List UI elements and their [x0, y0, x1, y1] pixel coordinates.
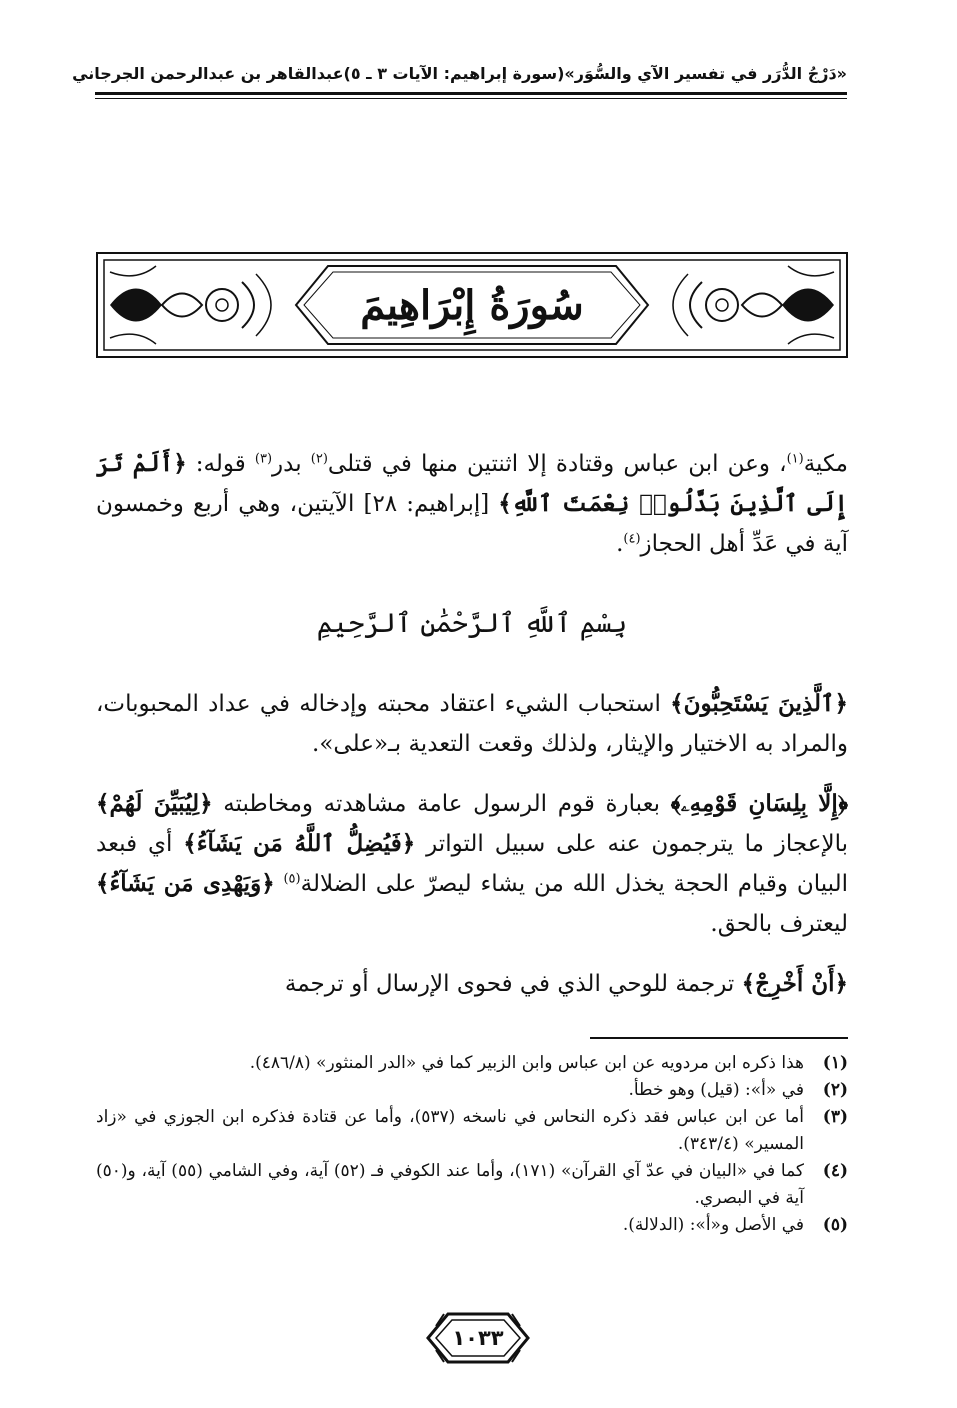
- text-run: .: [616, 531, 624, 557]
- footnote: [96, 1158, 848, 1212]
- text-run: [إبراهيم: ٢٨] الآيتين، وهي أربع وخمسون آية في عَدِّ أهل الحجاز: [96, 491, 848, 557]
- footnote-number: (٣): [822, 1107, 848, 1127]
- quran-quote: ﴿وَيَهْدِى مَن يَشَآءُ﴾: [96, 870, 275, 897]
- header-book-title: «دَرْجُ الدُّرَر في تفسير الآي والسُّوَر»: [564, 63, 847, 83]
- commentary-paragraph: [96, 964, 848, 1004]
- text-run: قوله:: [186, 451, 255, 477]
- footnote-number: (٢): [822, 1080, 848, 1100]
- header-author: عبدالقاهر بن عبدالرحمن الجرجاني: [72, 63, 344, 83]
- footnote: [96, 1104, 848, 1158]
- footnote-number: (١): [822, 1053, 848, 1073]
- surah-title: سُورَةُ إِبْرَاهِيمَ: [360, 281, 584, 329]
- quran-quote: ﴿لِيُبَيِّنَ لَهُمْ﴾: [96, 790, 213, 817]
- footnote: [96, 1050, 848, 1077]
- intro-paragraph: [96, 444, 848, 564]
- text-run: بدر: [272, 451, 311, 477]
- quran-quote: ﴿أَلَمْ تَرَ إِلَى ٱلَّذِينَ بَدَّلُوا۟ نِعْمَتَ ٱللَّهِ﴾: [96, 450, 848, 517]
- header-rule-thick: [95, 92, 847, 95]
- footnote: [96, 1212, 848, 1239]
- text-run: مكية: [803, 451, 848, 477]
- footnote-text: في الأصل و«أ»: (الدلالة).: [622, 1215, 804, 1235]
- running-header: [72, 58, 847, 88]
- text-run: ليعترف بالحق.: [710, 911, 848, 937]
- footnote-ref: (٥): [283, 871, 301, 887]
- text-run: بعبارة قوم الرسول عامة مشاهدته ومخاطبته: [212, 791, 671, 817]
- page-number: ١٠٣٣: [452, 1326, 504, 1350]
- footnote-text: في «أ»: (قيل) وهو خطأ.: [628, 1080, 804, 1100]
- footnote-text: أما عن ابن عباس فقد ذكره النحاس في ناسخه (٥٣٧)، وأما عن قتادة فذكره ابن الجوزي في «زاد المسير» (٣٤٣/٤).: [96, 1107, 804, 1154]
- header-rule-thin: [95, 98, 847, 99]
- text-run: بالإعجاز ما يترجمون عنه على سبيل التواتر: [415, 831, 849, 857]
- footnote-separator: [590, 1037, 848, 1039]
- footnote-ref: (٤): [623, 531, 641, 547]
- footnotes: [96, 1050, 848, 1239]
- footnote-number: (٤): [822, 1161, 848, 1181]
- commentary-paragraph: [96, 784, 848, 944]
- page-number-ornament: [424, 1310, 532, 1366]
- footnote-ref: (١): [786, 451, 804, 467]
- footnote-ref: (٢): [310, 451, 328, 467]
- footnote-text: هذا ذكره ابن مردويه عن ابن عباس وابن الزبير كما في «الدر المنثور» (٤٨٦/٨).: [249, 1053, 804, 1073]
- quran-quote: ﴿إِلَّا بِلِسَانِ قَوْمِهِۦ﴾: [670, 790, 849, 817]
- quran-quote: ﴿أَنْ أَخْرِجْ﴾: [741, 970, 848, 997]
- commentary-paragraph: [96, 684, 848, 764]
- basmala: بِسْمِ ٱللَّهِ ٱلرَّحْمَٰنِ ٱلرَّحِيمِ: [316, 608, 628, 639]
- text-run: استحباب الشيء اعتقاد محبته وإدخاله في عداد المحبوبات، والمراد به الاختيار والإيثار، ولذلك وقعت التعدية بـ«على».: [96, 691, 848, 757]
- footnote-text: كما في «البيان في عدّ آي القرآن» (١٧١)، وأما عند الكوفي فـ (٥٢) آية، وفي الشامي (٥٥) آية، و(٥٠) آية في البصري.: [96, 1161, 804, 1208]
- surah-banner: [96, 252, 848, 358]
- footnote-ref: (٣): [254, 451, 273, 467]
- text-run: ترجمة للوحي الذي في فحوى الإرسال أو ترجمة: [284, 971, 742, 997]
- footnote-number: (٥): [822, 1215, 848, 1235]
- quran-quote: ﴿فَيُضِلُّ ٱللَّهُ مَن يَشَآءُ﴾: [183, 830, 416, 857]
- footnote: [96, 1077, 848, 1104]
- text-run: أي فبعد البيان وقيام الحجة يخذل الله من يشاء ليصرّ على الضلالة: [96, 831, 848, 897]
- quran-quote: ﴿ٱلَّذِينَ يَسْتَحِبُّونَ﴾: [670, 690, 848, 717]
- text-run: ، وعن ابن عباس وقتادة إلا اثنتين منها في قتلى: [327, 451, 787, 477]
- header-section: (سورة إبراهيم: الآيات ٣ ـ ٥): [343, 63, 565, 83]
